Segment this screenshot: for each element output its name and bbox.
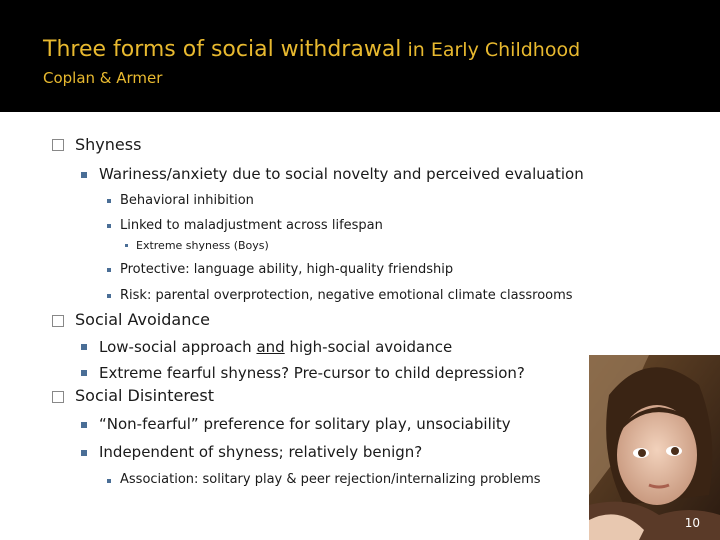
- slide-subtitle: Coplan & Armer: [43, 69, 163, 87]
- square-bullet-icon: [107, 224, 111, 228]
- bullet-maladjustment: Linked to maladjustment across lifespan: [120, 218, 383, 233]
- heading-shyness: Shyness: [75, 135, 142, 154]
- heading-social-disinterest: Social Disinterest: [75, 386, 215, 405]
- square-bullet-icon: [81, 450, 87, 456]
- child-photo: [589, 355, 720, 540]
- square-bullet-icon: [125, 244, 128, 247]
- bullet-behavioral-inhibition: Behavioral inhibition: [120, 193, 254, 208]
- square-bullet-icon: [81, 344, 87, 350]
- bullet-extreme-shyness: Extreme shyness (Boys): [136, 239, 269, 252]
- bullet-independent: Independent of shyness; relatively benign?: [99, 443, 423, 461]
- bullet-risk: Risk: parental overprotection, negative emotional climate classrooms: [120, 288, 573, 303]
- box-bullet-icon: [52, 391, 64, 403]
- page-number: 10: [684, 516, 700, 530]
- square-bullet-icon: [81, 422, 87, 428]
- square-bullet-icon: [107, 479, 111, 483]
- box-bullet-icon: [52, 139, 64, 151]
- box-bullet-icon: [52, 315, 64, 327]
- title-bar: [0, 0, 720, 112]
- bullet-protective: Protective: language ability, high-quality friendship: [120, 262, 454, 277]
- bullet-wariness: Wariness/anxiety due to social novelty and perceived evaluation: [99, 165, 584, 183]
- square-bullet-icon: [81, 370, 87, 376]
- heading-social-avoidance: Social Avoidance: [75, 310, 210, 329]
- square-bullet-icon: [107, 199, 111, 203]
- bullet-non-fearful: “Non-fearful” preference for solitary play, unsociability: [99, 415, 511, 433]
- square-bullet-icon: [107, 268, 111, 272]
- bullet-extreme-fearful: Extreme fearful shyness? Pre-cursor to child depression?: [99, 364, 525, 382]
- bullet-association: Association: solitary play & peer rejection/internalizing problems: [120, 472, 541, 487]
- square-bullet-icon: [107, 294, 111, 298]
- slide-title: Three forms of social withdrawal in Early Childhood: [43, 37, 581, 62]
- square-bullet-icon: [81, 172, 87, 178]
- bullet-low-social-approach: Low-social approach and high-social avoidance: [99, 338, 453, 356]
